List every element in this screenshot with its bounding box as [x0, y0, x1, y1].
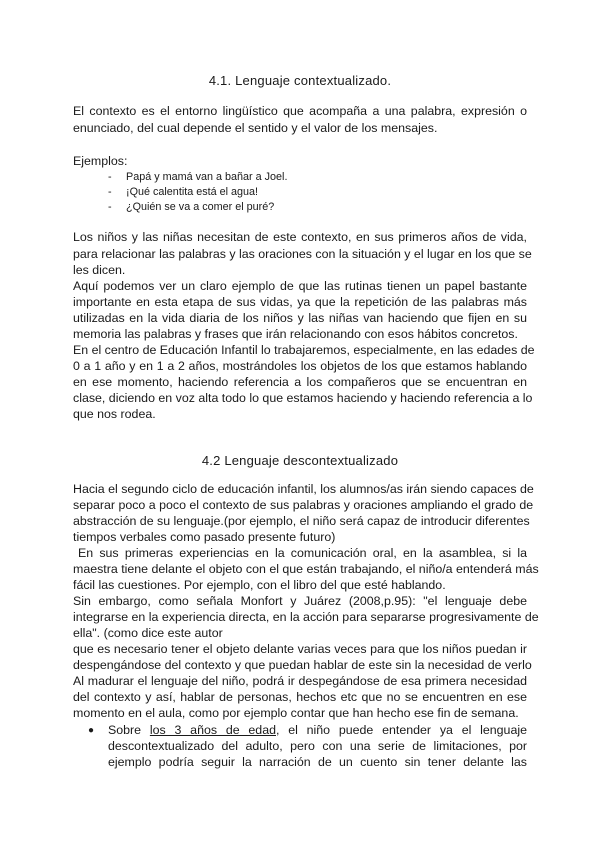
example-dash: -	[108, 171, 112, 183]
paragraph-line: que es necesario tener el objeto delante varias veces para que los niños puedan ir	[73, 642, 527, 656]
bullet-line: descontextualizado del adulto, pero con una serie de limitaciones, por	[108, 739, 527, 753]
paragraph-line: fácil las cuestiones. Por ejemplo, con el libro del que esté hablando.	[73, 578, 446, 592]
paragraph-line: tiempos verbales como pasado presente futuro)	[73, 530, 336, 544]
paragraph-line: momento en el aula, como por ejemplo contar que han hecho ese fin de semana.	[73, 706, 519, 720]
examples-label: Ejemplos:	[73, 154, 128, 168]
example-item	[108, 200, 274, 215]
paragraph-line: clase, diciendo en voz alta todo lo que estamos haciendo y haciendo referencia a lo	[73, 391, 533, 405]
example-dash: -	[108, 186, 112, 198]
paragraph-line: Hacia el segundo ciclo de educación infantil, los alumnos/as irán siendo capaces de	[73, 482, 534, 496]
example-item	[108, 170, 287, 185]
paragraph-line: 0 a 1 año y en 1 a 2 años, mostrándoles los objetos de los que estamos hablando	[73, 359, 527, 373]
paragraph-line: Los niños y las niñas necesitan de este contexto, en sus primeros años de vida,	[73, 230, 527, 244]
example-item	[108, 185, 258, 200]
paragraph-line: ella". (como dice este autor	[73, 626, 223, 640]
example-dash: -	[108, 201, 112, 213]
paragraph-line: separar poco a poco el contexto de sus palabras y oraciones ampliando el grado de	[73, 498, 534, 512]
bullet-line-rest: , el niño puede entender ya el lenguaje	[275, 723, 527, 737]
paragraph-line: despengándose del contexto y que puedan hablar de este sin la necesidad de verlo	[73, 658, 532, 672]
paragraph-line: En el centro de Educación Infantil lo trabajaremos, especialmente, en las edades de	[73, 343, 535, 357]
paragraph-line: utilizadas en la vida diaria de los niños y las niñas van haciendo que fijen en su	[73, 311, 527, 325]
paragraph-line: les dicen.	[73, 263, 126, 277]
bullet-prefix: Sobre	[108, 723, 142, 737]
paragraph-line: que nos rodea.	[73, 407, 156, 421]
paragraph-line: Al madurar el lenguaje del niño, podrá ir despegándose de esa primera necesidad	[73, 674, 527, 688]
paragraph-line: memoria las palabras y frases que irán relacionando con esos hábitos concretos.	[73, 327, 518, 341]
paragraph-line: maestra tiene delante el objeto con el que están trabajando, el niño/a entenderá más	[73, 562, 539, 576]
bullet-line	[108, 722, 527, 739]
paragraph-line: abstracción de su lenguaje.(por ejemplo, el niño será capaz de introducir diferentes	[73, 514, 530, 528]
paragraph-line: en ese momento, haciendo referencia a los compañeros que se encuentran en	[73, 375, 527, 389]
paragraph-line: Aquí podemos ver un claro ejemplo de que las rutinas tienen un papel bastante	[73, 279, 527, 293]
section-1-title: 4.1. Lenguaje contextualizado.	[208, 73, 392, 88]
paragraph-line: importante en esta etapa de sus vidas, ya que la repetición de las palabras más	[73, 295, 527, 309]
section-2-title: 4.2 Lenguaje descontextualizado	[201, 453, 399, 468]
example-text: Papá y mamá van a bañar a Joel.	[126, 171, 288, 183]
paragraph-line: Sin embargo, como señala Monfort y Juárez (2008,p.95): "el lenguaje debe	[73, 594, 527, 608]
bullet-line: ejemplo podría seguir la narración de un cuento sin tener delante las	[108, 755, 527, 769]
intro-line: enunciado, del cual depende el sentido y el valor de los mensajes.	[73, 121, 438, 135]
bullet-dot: ●	[88, 725, 95, 736]
paragraph-line: En sus primeras experiencias en la comunicación oral, en la asamblea, si la	[78, 546, 527, 560]
example-text: ¿Quién se va a comer el puré?	[126, 201, 275, 213]
paragraph-line: para relacionar las palabras y las oraciones con la situación y el lugar en los que se	[73, 247, 532, 261]
paragraph-line: del contexto y así, hablar de personas, hechos etc que no se encuentren en ese	[73, 690, 527, 704]
intro-line: El contexto es el entorno lingüístico que acompaña a una palabra, expresión o	[73, 104, 527, 118]
paragraph-line: integrarse en la experiencia directa, en la acción para separarse progresivamente de	[73, 610, 539, 624]
example-text: ¡Qué calentita está el agua!	[126, 186, 259, 198]
bullet-underlined-text: los 3 años de edad	[149, 723, 276, 737]
